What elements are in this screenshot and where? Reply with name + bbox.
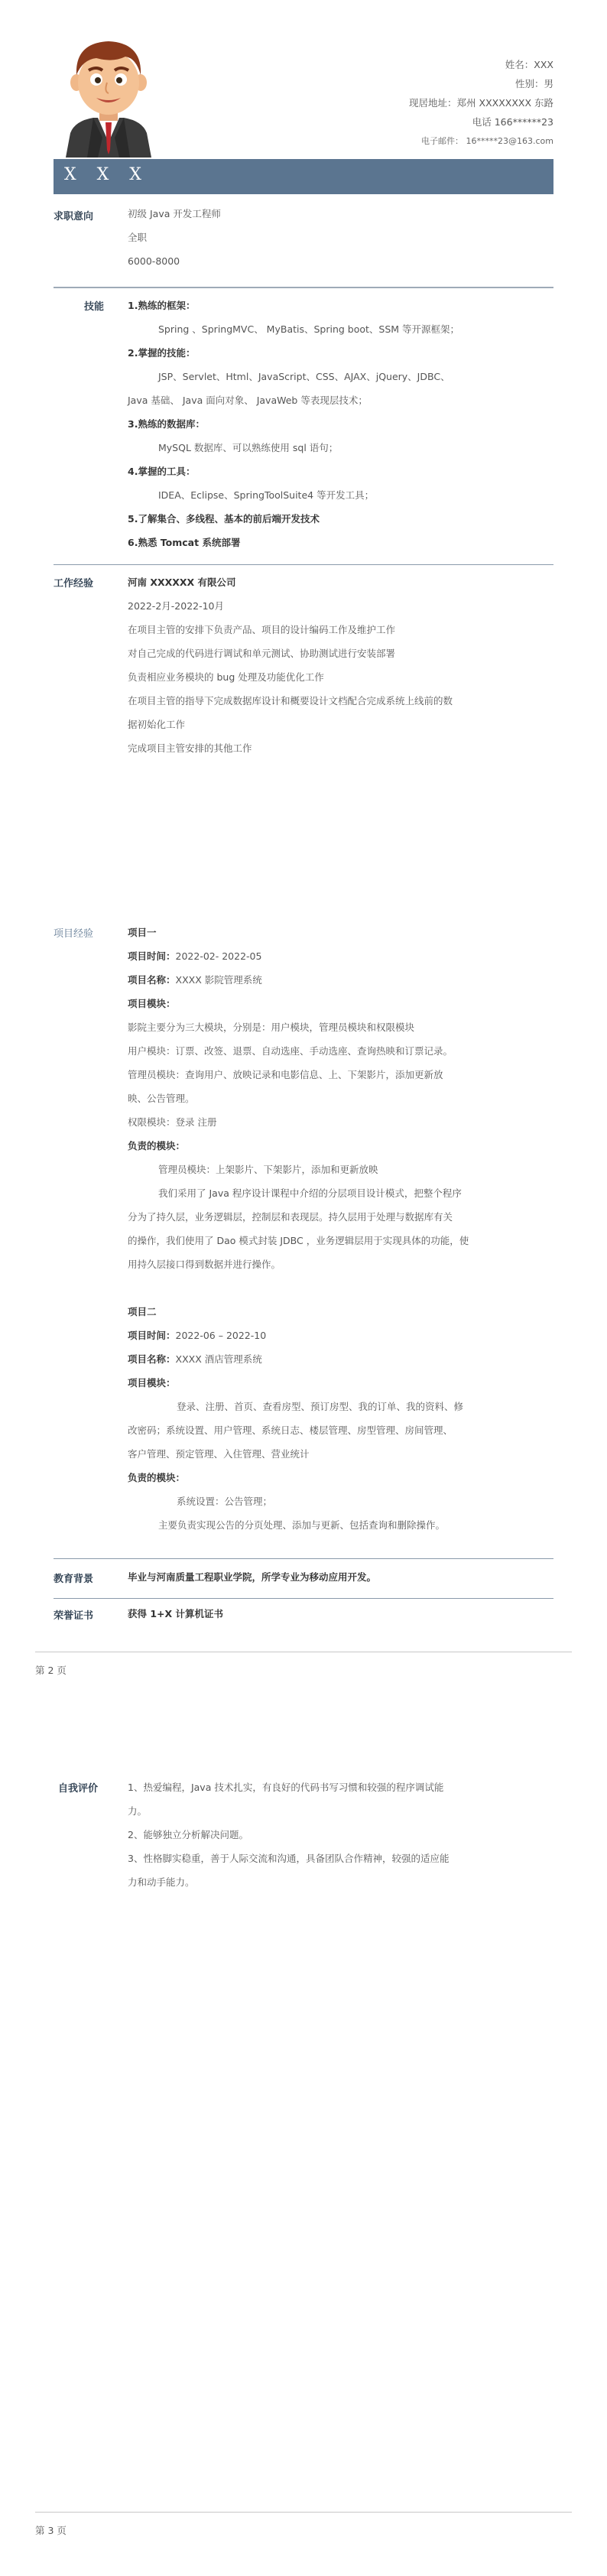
field-label: 项目名称： (128, 1353, 176, 1365)
phone-field: 电话 166******23 (472, 116, 553, 128)
project-head: 项目二 (128, 1306, 157, 1317)
work-section (54, 575, 553, 759)
section-title: 项目经验 (54, 928, 94, 940)
skill-head: 1.熟练的框架： (128, 300, 196, 311)
desc-line: 的操作，我们使用了 Dao 模式封装 JDBC ，业务逻辑层用于实现具体的功能，使 (128, 1235, 469, 1246)
honors-text: 获得 1+X 计算机证书 (128, 1608, 224, 1619)
field-label: 项目模块： (128, 1377, 176, 1389)
skill-head: 4.掌握的工具： (128, 466, 196, 477)
section-title: 求职意向 (54, 211, 94, 223)
module-line: 改密码；系统设置、用户管理、系统日志、楼层管理、房型管理、房间管理、 (128, 1424, 453, 1436)
field-label: 负责的模块： (128, 1140, 186, 1152)
contact-info (409, 55, 553, 151)
work-line: 据初始化工作 (128, 719, 186, 730)
eval-line: 2、能够独立分析解决问题。 (128, 1829, 248, 1840)
name-field: 姓名：XXX (505, 59, 553, 70)
module-line: 管理员模块：查询用户、放映记录和电影信息、上、下架影片，添加更新放 (128, 1069, 443, 1080)
eval-line: 1、热爱编程，Java 技术扎实，有良好的代码书写习惯和较强的程序调试能 (128, 1782, 444, 1793)
divider (54, 564, 553, 565)
gender-field: 性别：男 (514, 78, 553, 89)
field-label: 负责的模块： (128, 1472, 186, 1483)
section-body (128, 294, 540, 554)
objective-section (54, 208, 553, 277)
eval-line: 力和动手能力。 (128, 1876, 195, 1888)
objective-line: 初级 Java 开发工程师 (128, 208, 221, 219)
page-number: 第 2 页 (35, 1665, 67, 1676)
skill-body: IDEA、Eclipse、SpringToolSuite4 等开发工具； (158, 489, 375, 501)
section-title: 荣誉证书 (54, 1610, 94, 1622)
page-divider (35, 2512, 572, 2513)
project-head: 项目一 (128, 927, 157, 938)
honors-section (54, 1607, 553, 1630)
work-line: 负责相应业务模块的 bug 处理及功能优化工作 (128, 671, 324, 683)
page-number: 第 3 页 (35, 2525, 67, 2536)
skill-body: MySQL 数据库、可以熟练使用 sql 语句； (158, 442, 339, 453)
section-body (128, 921, 540, 1537)
work-line: 在项目主管的指导下完成数据库设计和概要设计文档配合完成系统上线前的数 (128, 695, 453, 707)
project-name: XXXX 影院管理系统 (175, 974, 262, 986)
section-body (128, 1775, 540, 1894)
work-line: 对自己完成的代码进行调试和单元测试、协助测试进行安装部署 (128, 648, 396, 659)
email-field: 电子邮件： 16*****23@163.com (421, 136, 553, 146)
desc-line: 用持久层接口得到数据并进行操作。 (128, 1259, 281, 1270)
skill-head: 2.掌握的技能： (128, 347, 196, 359)
self-eval-section (58, 1780, 558, 1902)
skill-body: JSP、Servlet、Html、JavaScript、CSS、AJAX、jQuery、JDBC、 (158, 371, 450, 382)
desc-line: 分为了持久层，业务逻辑层，控制层和表现层。持久层用于处理与数据库有关 (128, 1211, 453, 1223)
skill-body: Spring 、SpringMVC、 MyBatis、Spring boot、SSM 等开源框架； (158, 323, 460, 335)
duty-line: 管理员模块：上架影片、下架影片，添加和更新放映 (158, 1164, 378, 1175)
section-body (128, 202, 540, 273)
project-time: 2022-06 – 2022-10 (175, 1330, 267, 1341)
field-label: 项目模块： (128, 998, 176, 1009)
field-label: 项目时间： (128, 950, 176, 962)
address-field: 现居地址：郑州 XXXXXXXX 东路 (409, 97, 553, 109)
divider (54, 1598, 553, 1599)
duty-line: 系统设置：公告管理； (177, 1496, 273, 1507)
company-name: 河南 XXXXXX 有限公司 (128, 577, 236, 588)
module-line: 权限模块：登录 注册 (128, 1116, 217, 1128)
work-line: 完成项目主管安排的其他工作 (128, 742, 252, 754)
eval-line: 力。 (128, 1805, 148, 1817)
section-title: 技能 (83, 301, 104, 313)
desc-line: 主要负责实现公告的分页处理、添加与更新、包括查询和删除操作。 (158, 1519, 446, 1531)
module-line: 影院主要分为三大模块，分别是：用户模块，管理员模块和权限模块 (128, 1022, 415, 1033)
section-title: 工作经验 (54, 578, 94, 590)
work-line: 在项目主管的安排下负责产品、项目的设计编码工作及维护工作 (128, 624, 396, 635)
objective-line: 全职 (128, 232, 148, 243)
avatar (60, 35, 157, 158)
objective-line: 6000-8000 (128, 255, 180, 267)
section-title: 自我评价 (58, 1783, 99, 1795)
skill-body: Java 基础、 Java 面向对象、 JavaWeb 等表现层技术； (128, 395, 368, 406)
module-line: 映、公告管理。 (128, 1093, 195, 1104)
name-banner (54, 159, 553, 194)
module-line: 客户管理、预定管理、入住管理、营业统计 (128, 1448, 310, 1460)
field-label: 项目名称： (128, 974, 176, 986)
section-title: 教育背景 (54, 1574, 94, 1585)
module-line: 用户模块：订票、改签、退票、自动选座、手动选座、查询热映和订票记录。 (128, 1045, 453, 1057)
name-banner-text: X X X (64, 165, 149, 184)
skill-head: 5.了解集合、多线程、基本的前后端开发技术 (128, 513, 320, 525)
module-line: 登录、注册、首页、查看房型、预订房型、我的订单、我的资料、修 (177, 1401, 464, 1412)
work-period: 2022-2月-2022-10月 (128, 600, 225, 612)
eval-line: 3、性格脚实稳重，善于人际交流和沟通，具备团队合作精神，较强的适应能 (128, 1853, 450, 1864)
project-time: 2022-02- 2022-05 (175, 950, 262, 962)
divider (54, 1558, 553, 1559)
section-body (128, 570, 540, 760)
skills-section (54, 298, 553, 551)
education-text: 毕业与河南质量工程职业学院，所学专业为移动应用开发。 (128, 1571, 377, 1583)
field-label: 项目时间： (128, 1330, 176, 1341)
skill-head: 3.熟练的数据库： (128, 418, 205, 430)
skill-head: 6.熟悉 Tomcat 系统部署 (128, 537, 241, 548)
projects-section (54, 925, 553, 1537)
divider (54, 287, 553, 288)
education-section (54, 1571, 553, 1593)
desc-line: 我们采用了 Java 程序设计课程中介绍的分层项目设计模式，把整个程序 (158, 1187, 462, 1199)
project-name: XXXX 酒店管理系统 (175, 1353, 262, 1365)
